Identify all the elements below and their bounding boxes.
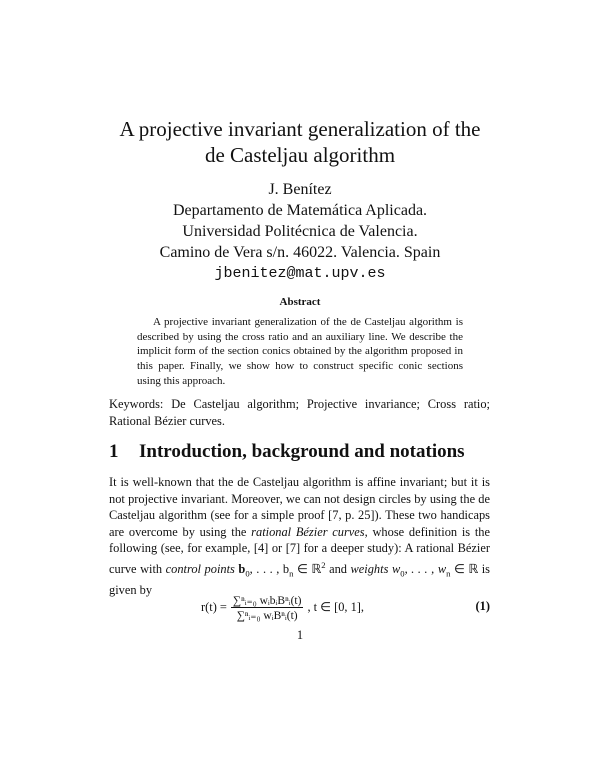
author-department: Departamento de Matemática Aplicada. <box>172 202 428 219</box>
intro-text-9: ∈ ℝ is given by <box>109 561 490 597</box>
intro-text-5: ∈ ℝ <box>293 561 322 576</box>
author-university: Universidad Politécnica de Valencia. <box>182 223 418 240</box>
abstract-heading: Abstract <box>279 296 321 308</box>
author-block <box>60 179 540 284</box>
equation-numerator: ∑ⁿᵢ₌₀ wᵢbᵢBⁿᵢ(t) <box>232 594 302 607</box>
intro-text-8: , . . . , w <box>404 561 447 576</box>
intro-b0: b <box>234 561 246 576</box>
author-email: jbenitez@mat.upv.es <box>214 265 386 282</box>
intro-emph-control-points: control points <box>165 561 235 576</box>
keywords: Keywords: De Casteljau algorithm; Projective invariance; Cross ratio; Rational Bézier curves. <box>109 397 490 428</box>
equation-number: (1) <box>475 599 490 613</box>
intro-text-2: , whose definition is the following (see, for example, [4] or [7] for a deeper study): A rational Bézier curve with <box>109 524 491 576</box>
section-heading <box>109 441 490 463</box>
equation-lhs: r(t) = <box>201 599 227 614</box>
author-address: Camino de Vera s/n. 46022. Valencia. Spain <box>159 244 441 261</box>
intro-w0: w <box>388 561 401 576</box>
equation-body <box>201 584 364 630</box>
intro-text-1: It is well-known that the de Casteljau algorithm is affine invariant; but it is not projective invariant. Moreover, we can not design circles by using the de Casteljau algorithm (see for a simple proof [7, p. 25]). These two handicaps are overcome by using the <box>109 475 490 539</box>
abstract-text: A projective invariant generalization of the de Casteljau algorithm is described by using the cross ratio and an auxiliary line. We describe the implicit form of the section conics obtained by the algorithm proposed in this paper. Finally, we show how to construct specific conic sections using this approach. <box>137 316 463 387</box>
section-title: Introduction, background and notations <box>139 441 465 462</box>
title-line-1: A projective invariant generalization of the <box>119 117 481 141</box>
title-line-2: de Casteljau algorithm <box>204 143 396 167</box>
page-number: 1 <box>296 628 304 642</box>
intro-paragraph: It is well-known that the de Casteljau algorithm is affine invariant; but it is not projective invariant. Moreover, we can not design circles by using the de Casteljau algorithm (see for a simple proof [7, p. 25]). These two handicaps are overcome by using the rational Bézier curves, whose definition is the following (see, for example, [4] or [7] for a deeper study): A rational Bézier curve with control points $b_0$, . . . , $b_n$ ∈ ℝ$^2$ and weights $w_0$, . . . , $w_n$ ∈ ℝ is given by <box>109 475 491 597</box>
equation-domain: , t ∈ [0, 1], <box>307 600 364 614</box>
intro-emph-weights: weights <box>350 561 389 576</box>
equation-1 <box>109 584 490 634</box>
intro-text-4: , . . . , b <box>249 561 290 576</box>
paper-title <box>60 116 540 168</box>
equation-fraction <box>231 593 304 622</box>
section-number: 1 <box>109 441 119 462</box>
author-name: J. Benítez <box>268 181 332 198</box>
intro-emph-rational-bezier: rational Bézier curves <box>251 524 365 539</box>
intro-text-6: and <box>325 561 351 576</box>
equation-denominator: ∑ⁿᵢ₌₀ wᵢBⁿᵢ(t) <box>236 609 298 622</box>
